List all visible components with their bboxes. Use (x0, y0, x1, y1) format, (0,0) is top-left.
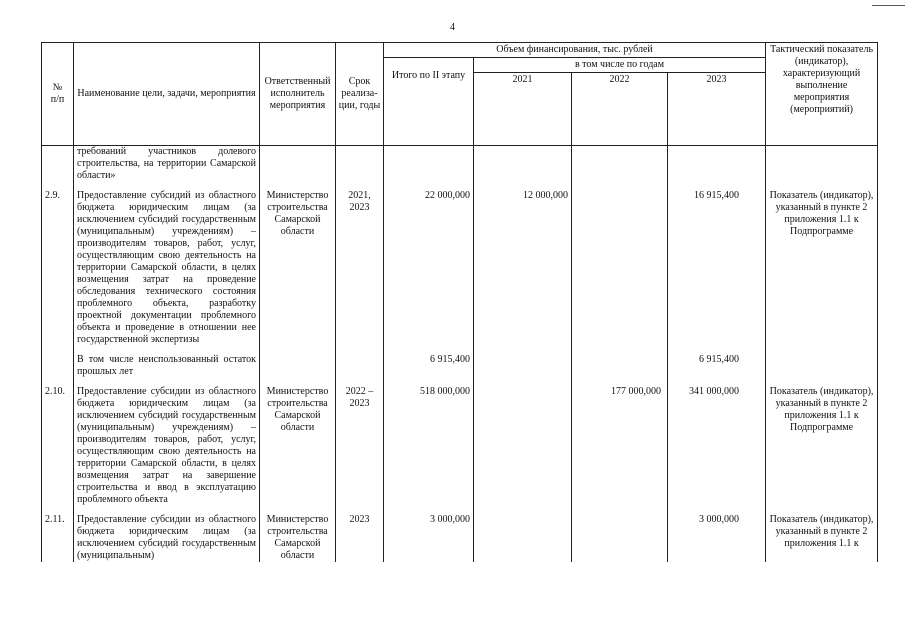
table-body (42, 146, 878, 563)
row-2022 (572, 354, 668, 378)
row-num: 2.11. (42, 514, 74, 562)
table-header (42, 43, 878, 146)
header-by-year: в том числе по годам (474, 58, 766, 73)
row-total: 518 000,000 (384, 386, 474, 506)
row-executor (260, 354, 336, 378)
table-row (42, 514, 878, 562)
row-name: Предоставление субсидий из областного бюджета юридическим лицам (за исключением субсидий государственным (муниципальным) учреждениям) – производителям товаров, работ, услуг, осуществляющим свою деятельность на территории Самарской области, в целях возмещения затрат на проведение обследования технического состояния проблемного объекта, разработку проектной документации проблемного объекта и проведение в отношении нее государственной экспертизы (74, 190, 260, 346)
header-funding: Объем финансирования, тыс. рублей (384, 43, 766, 58)
row-2022 (572, 514, 668, 562)
row-2023: 6 915,400 (668, 354, 766, 378)
header-2023: 2023 (668, 73, 766, 146)
row-2023: 341 000,000 (668, 386, 766, 506)
header-name: Наименование цели, задачи, мероприятия (74, 43, 260, 146)
row-name: требований участников долевого строительства, на территории Самарской области» (74, 146, 260, 183)
row-executor: Министерство строительства Самарской области (260, 190, 336, 346)
table-row (42, 146, 878, 183)
row-name: В том числе неиспользованный остаток прошлых лет (74, 354, 260, 378)
header-term: Срок реализа-ции, годы (336, 43, 384, 146)
row-total: 6 915,400 (384, 354, 474, 378)
row-num (42, 146, 74, 183)
row-2021: 12 000,000 (474, 190, 572, 346)
row-2022 (572, 146, 668, 183)
program-table (41, 42, 878, 562)
row-2021 (474, 386, 572, 506)
row-executor: Министерство строительства Самарской области (260, 514, 336, 562)
row-term: 2021, 2023 (336, 190, 384, 346)
header-executor: Ответственный исполнитель мероприятия (260, 43, 336, 146)
row-num: 2.9. (42, 190, 74, 346)
row-term: 2022 – 2023 (336, 386, 384, 506)
row-term: 2023 (336, 514, 384, 562)
row-2023 (668, 146, 766, 183)
page-number: 4 (450, 22, 455, 33)
row-name: Предоставление субсидии из областного бюджета юридическим лицам (за исключением субсидий государственным (муниципальным) учреждениям) – производителям товаров, работ, услуг, осуществляющим свою деятельность на территории Самарской области, в целях возмещения затрат на завершение строительства и ввод в эксплуатацию проблемного объекта (74, 386, 260, 506)
row-total: 22 000,000 (384, 190, 474, 346)
row-indicator: Показатель (индикатор), указанный в пункте 2 приложения 1.1 к Подпрограмме (766, 386, 878, 506)
header-num: № п/п (42, 43, 74, 146)
row-executor (260, 146, 336, 183)
row-2021 (474, 514, 572, 562)
row-executor: Министерство строительства Самарской области (260, 386, 336, 506)
row-indicator: Показатель (индикатор), указанный в пункте 2 приложения 1.1 к (766, 514, 878, 562)
row-total (384, 146, 474, 183)
row-indicator (766, 354, 878, 378)
header-total: Итого по II этапу (384, 58, 474, 146)
row-term (336, 354, 384, 378)
row-2023: 16 915,400 (668, 190, 766, 346)
row-2022 (572, 190, 668, 346)
row-2023: 3 000,000 (668, 514, 766, 562)
header-2021: 2021 (474, 73, 572, 146)
row-2021 (474, 354, 572, 378)
row-term (336, 146, 384, 183)
top-rule (872, 5, 905, 6)
table-row (42, 354, 878, 378)
row-2022: 177 000,000 (572, 386, 668, 506)
row-num: 2.10. (42, 386, 74, 506)
row-num (42, 354, 74, 378)
row-indicator (766, 146, 878, 183)
row-total: 3 000,000 (384, 514, 474, 562)
table-row (42, 386, 878, 506)
row-2021 (474, 146, 572, 183)
row-indicator: Показатель (индикатор), указанный в пункте 2 приложения 1.1 к Подпрограмме (766, 190, 878, 346)
header-indicator: Тактический показатель (индикатор), характеризующий выполнение мероприятия (мероприятий) (766, 43, 878, 146)
header-2022: 2022 (572, 73, 668, 146)
row-name: Предоставление субсидии из областного бюджета юридическим лицам (за исключением субсидий государственным (муниципальным) (74, 514, 260, 562)
table-row (42, 190, 878, 346)
